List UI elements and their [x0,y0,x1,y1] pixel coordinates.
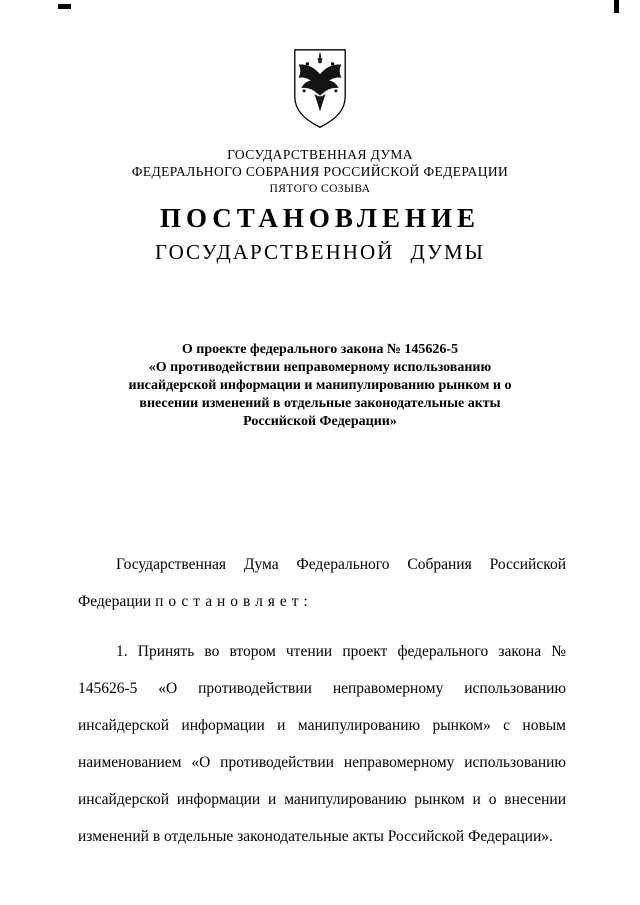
russian-coat-of-arms-icon [292,46,348,132]
preamble-text: Государственная Дума Федерального Собрания Российской Федерации [78,556,566,610]
org-name-line2: ФЕДЕРАЛЬНОГО СОБРАНИЯ РОССИЙСКОЙ ФЕДЕРАЦИИ [131,164,509,179]
coat-of-arms [0,46,640,132]
issuing-body-header [0,146,640,198]
clause-1-paragraph: 1. Принять во втором чтении проект федерального закона № 145626-5 «О противодействии неправомерному использованию инсайдерской информации и манипулированию рынком» с новым наименованием «О противодействии неправомерному использованию инсайдерской информации и манипулированию рынком и о внесении изменений в отдельные законодательные акты Российской Федерации». [78,643,566,845]
scan-artifact-top-right [614,0,619,13]
resolution-title-line1: О проекте федерального закона № 145626-5 [181,342,459,357]
resolution-body [78,546,566,855]
document-type-heading: ПОСТАНОВЛЕНИЕ [159,203,481,233]
resolution-title-body: «О противодействии неправомерному использованию инсайдерской информации и манипулированию рынком и о внесении изменений в отдельные законодательные акты Российской Федерации» [128,360,512,429]
preamble-paragraph [78,546,566,620]
resolves-keyword: постановляет: [155,593,313,610]
resolution-title [119,341,521,431]
org-name-line1: ГОСУДАРСТВЕННАЯ ДУМА [227,147,413,162]
document-org-heading: ГОСУДАРСТВЕННОЙ ДУМЫ [155,240,485,264]
scan-artifact-top-left [58,4,71,9]
org-convocation: ПЯТОГО СОЗЫВА [269,183,371,195]
